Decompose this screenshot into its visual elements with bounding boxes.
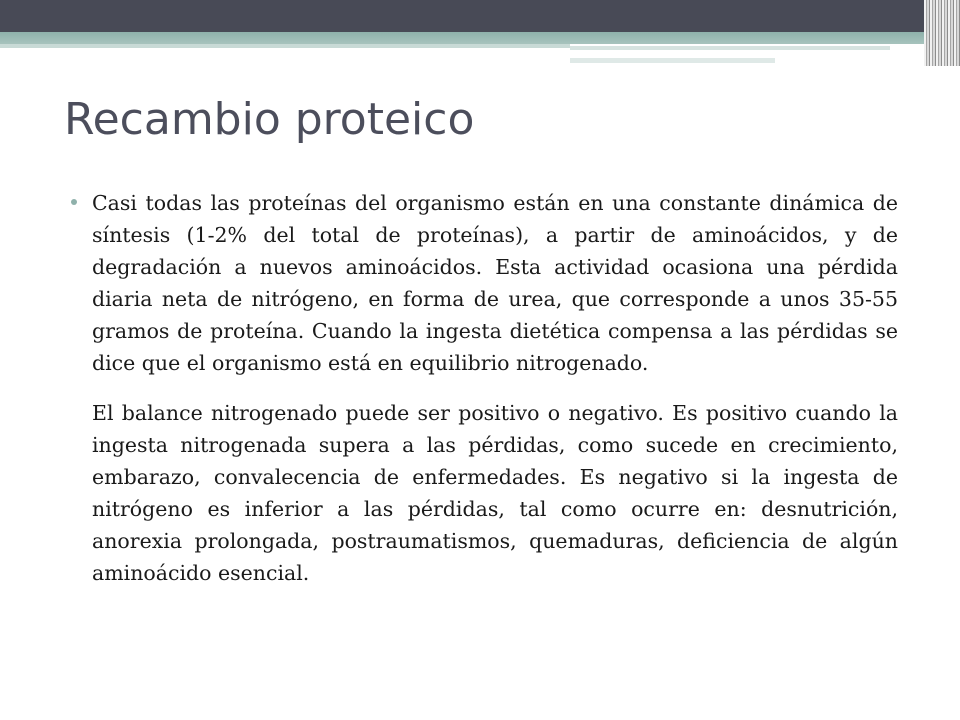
header-stripes-decoration [924, 0, 960, 66]
header-accent-band-lower [0, 44, 570, 48]
slide-content [92, 187, 898, 589]
slide-title: Recambio proteico [64, 94, 475, 145]
header-accent-line [570, 46, 890, 50]
bullet-paragraph [92, 187, 898, 379]
bullet-dot-icon [71, 199, 77, 205]
paragraph-text: Casi todas las proteínas del organismo están en una constante dinámica de síntesis (1-2% del total de proteínas), a partir de aminoácidos, y de degradación a nuevos aminoácidos. Esta actividad ocasiona una pérdida diaria neta de nitrógeno, en forma de urea, que corresponde a unos 35-55 gramos de proteína. Cuando la ingesta dietética compensa a las pérdidas se dice que el organismo está en equilibrio nitrogenado. [92, 191, 898, 375]
header-accent-band [0, 32, 960, 44]
continuation-paragraph [92, 397, 898, 589]
paragraph-text: El balance nitrogenado puede ser positivo o negativo. Es positivo cuando la ingesta nitrogenada supera a las pérdidas, como sucede en crecimiento, embarazo, convalecencia de enfermedades. Es negativo si la ingesta de nitrógeno es inferior a las pérdidas, tal como ocurre en: desnutrición, anorexia prolongada, postraumatismos, quemaduras, deficiencia de algún aminoácido esencial. [92, 401, 898, 585]
header-bar [0, 0, 960, 32]
header-accent-line-short [570, 58, 775, 63]
